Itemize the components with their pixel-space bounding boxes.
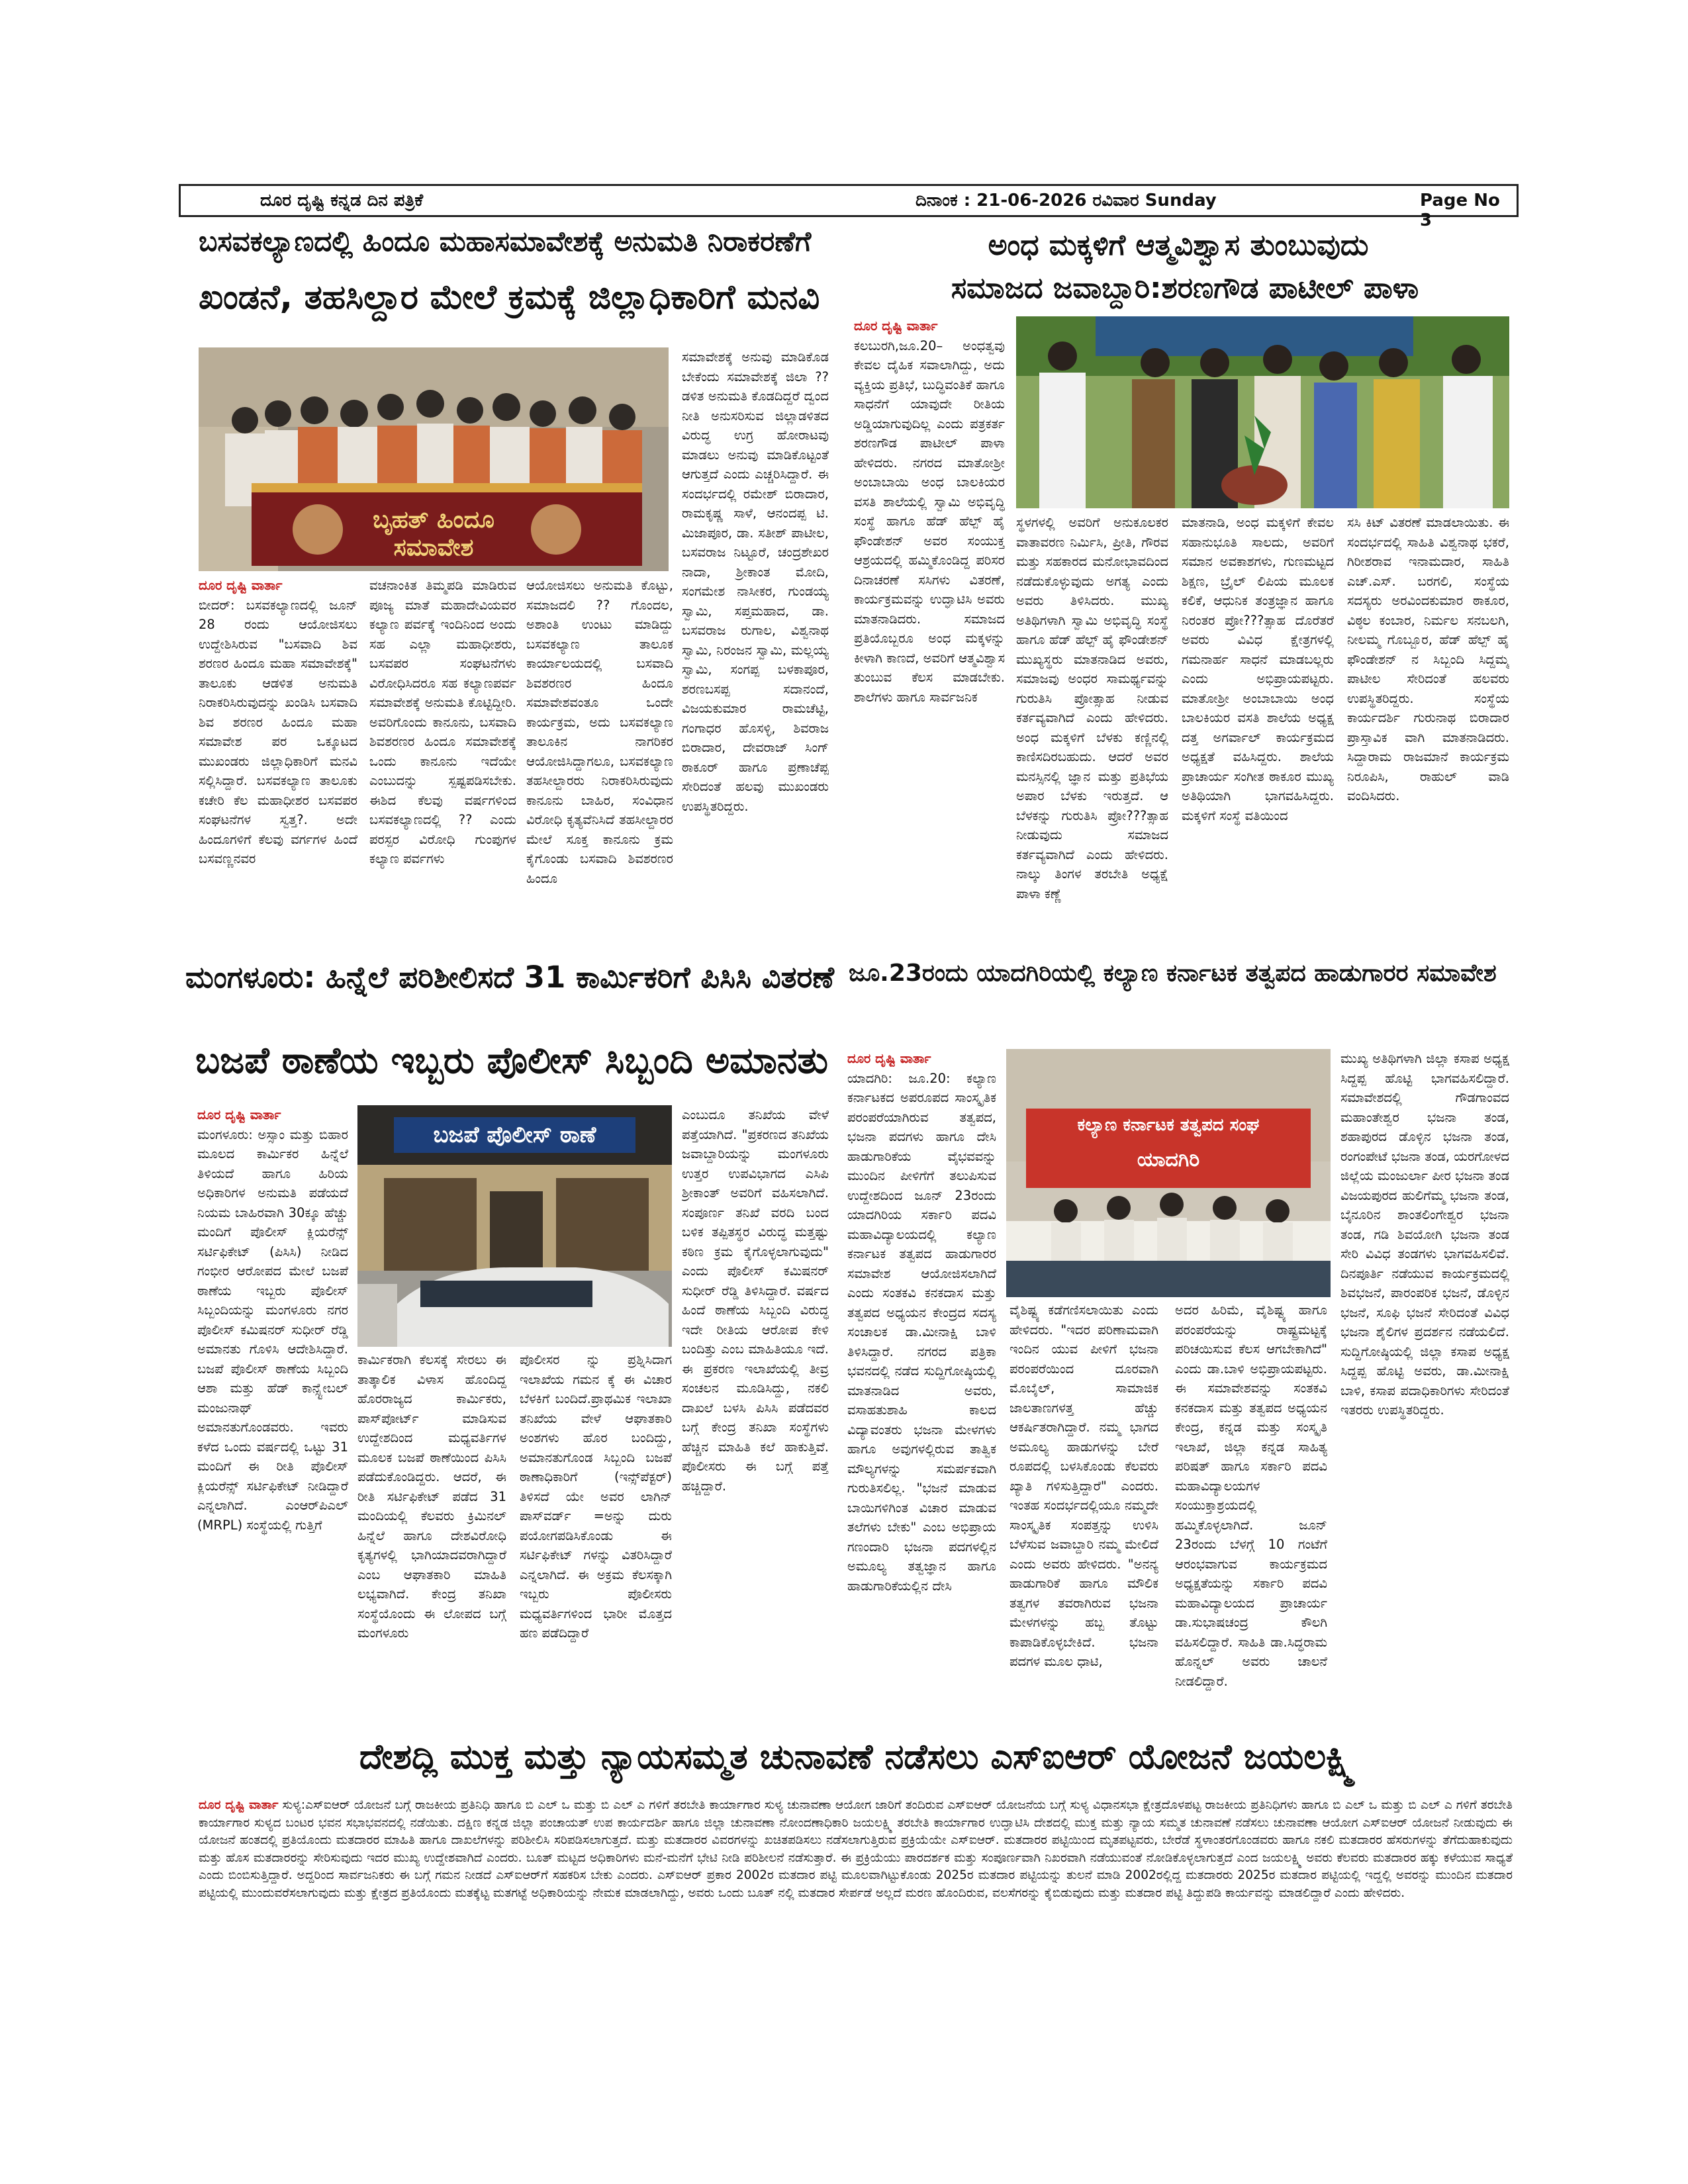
story3-col1-text: ಮಂಗಳೂರು: ಅಸ್ಸಾಂ ಮತ್ತು ಬಿಹಾರ ಮೂಲದ ಕಾರ್ಮಿಕರ ಹಿನ್ನೆಲೆ ತಿಳಿಯದೆ ಹಾಗೂ ಹಿರಿಯ ಅಧಿಕಾರಿಗಳ ಅನುಮತಿ ಪಡೆಯದೆ ನಿಯಮ ಬಾಹಿರವಾಗಿ 30ಕ್ಕೂ ಹೆಚ್ಚು ಮಂದಿಗೆ ಪೊಲೀಸ್ ಕ್ಲಿಯರೆನ್ಸ್ ಸರ್ಟಿಫಿಕೇಟ್ (ಪಿಸಿಸಿ) ನೀಡಿದ ಗಂಭೀರ ಆರೋಪದ ಮೇಲೆ ಬಜಪೆ ಠಾಣೆಯ ಇಬ್ಬರು ಪೊಲೀಸ್ ಸಿಬ್ಬಂದಿಯನ್ನು ಮಂಗಳೂರು ನಗರ ಪೊಲೀಸ್ ಕಮಿಷನರ್ ಸುಧೀರ್ ರೆಡ್ಡಿ ಅಮಾನತು ಗೊಳಿಸಿ ಆದೇಶಿಸಿದ್ದಾರೆ. ಬಜಪೆ ಪೊಲೀಸ್ ಠಾಣೆಯ ಸಿಬ್ಬಂದಿ ಆಶಾ ಮತ್ತು ಹೆಡ್ ಕಾನ್ಸ್ಟೇಬಲ್ ಮಂಜುನಾಥ್ ಅಮಾನತುಗೊಂಡವರು. ಇವರು ಕಳೆದ ಒಂದು ವರ್ಷದಲ್ಲಿ ಒಟ್ಟು 31 ಮಂದಿಗೆ ಈ ರೀತಿ ಪೊಲೀಸ್ ಕ್ಲಿಯರೆನ್ಸ್ ಸರ್ಟಿಫಿಕೇಟ್ ನೀಡಿದ್ದಾರೆ ಎನ್ನಲಾಗಿದೆ. ಎಂಆರ್‌ಪಿಎಲ್ (MRPL) ಸಂಸ್ಥೆಯಲ್ಲಿ ಗುತ್ತಿಗೆ <box>197 1126 348 1533</box>
story2-column-3 <box>1182 513 1334 950</box>
story4-headline: ಜೂ.23ರಂದು ಯಾದಗಿರಿಯಲ್ಲಿ ಕಲ್ಯಾಣ ಕರ್ನಾಟಕ ತತ್ವಪದ ಹಾಡುಗಾರರ ಸಮಾವೇಶ <box>849 960 1497 987</box>
story1-byline: ದೂರ ದೃಷ್ಟಿ ವಾರ್ತಾ <box>199 578 283 593</box>
story2-headline-line2: ಸಮಾಜದ ಜವಾಬ್ದಾರಿ:ಶರಣಗೌಡ ಪಾಟೀಲ್ ಪಾಳಾ <box>951 271 1419 305</box>
story1-column-1 <box>199 576 357 933</box>
story1-col3-text: ಆಯೋಜಿಸಲು ಅನುಮತಿ ಕೊಟ್ಟು, ಸಮಾಜದಲಿ ?? ಗೊಂದಲ, ಅಶಾಂತಿ ಉಂಟು ಮಾಡಿದ್ದು ಬಸವಕಲ್ಯಾಣ ತಾಲೂಕ ಕಾರ್ಯಾಲಯದಲ್ಲಿ ಬಸವಾದಿ ಶಿವಶರಣರ ಹಿಂದೂ ಸಮಾವೇಶವಂತೂ ಒಂದೇ ಕಾರ್ಯಕ್ರಮ, ಅದು ಬಸವಕಲ್ಯಾಣ ತಾಲೂಕಿನ ನಾಗರಿಕರ ಆಯೋಜಿಸಿದ್ದಾಗಲೂ, ಬಸವಕಲ್ಯಾಣ ತಹಸೀಲ್ದಾರರು ನಿರಾಕರಿಸಿರುವುದು ಕಾನೂನು ಬಾಹಿರ, ಸಂವಿಧಾನ ವಿರೋಧಿ ಕೃತ್ಯವೆನಿಸಿದೆ ತಹಸೀಲ್ದಾರರ ಮೇಲೆ ಸೂಕ್ತ ಕಾನೂನು ಕ್ರಮ ಕೈಗೊಂಡು ಬಸವಾದಿ ಶಿವಶರಣರ ಹಿಂದೂ <box>526 578 673 886</box>
story3-column-4 <box>682 1105 829 1721</box>
story2-col4-text: ಸಸಿ ಕಿಟ್ ವಿತರಣೆ ಮಾಡಲಾಯಿತು. ಈ ಸಂದರ್ಭದಲ್ಲಿ ಸಾಹಿತಿ ವಿಶ್ವನಾಥ ಭಕರೆ, ಗಿರೀಶರಾವ ಇನಾಮದಾರ, ಸಾಹಿತಿ ಎಚ್.ಎಸ್. ಬರಗಲಿ, ಸಂಸ್ಥೆಯ ಸದಸ್ಯರು ಅರವಿಂದಕುಮಾರ ಠಾಕೂರ, ವಿಠ್ಠಲ ಕಂಬಾರ, ನಿರ್ಮಲ ಸನಬಲಗಿ, ನೀಲಮ್ಮ ಗೊಬ್ಬೂರ, ಹೆಡ್ ಹೆಲ್ಪ್ ಹೈ ಫೌಂಡೇಶನ್ ನ ಸಿಬ್ಬಂದಿ ಸಿದ್ದಮ್ಮ ಪಾಟೀಲ ಸೇರಿದಂತೆ ಹಲವರು ಉಪಸ್ಥಿತರಿದ್ದರು. ಸಂಸ್ಥೆಯ ಕಾರ್ಯದರ್ಶಿ ಗುರುನಾಥ ಬಿರಾದಾರ ಪ್ರಾಸ್ತಾವಿಕ ವಾಗಿ ಮಾತನಾಡಿದರು. ಸಿದ್ದಾರಾಮ ರಾಜಮಾನೆ ಕಾರ್ಯಕ್ರಮ ನಿರೂಪಿಸಿ, ರಾಹುಲ್ ವಾಡಿ ವಂದಿಸಿದರು. <box>1347 515 1509 803</box>
story2-col1-text: ಕಲಬುರಗಿ,ಜೂ.20– ಅಂಧತ್ವವು ಕೇವಲ ದೈಹಿಕ ಸವಾಲಾಗಿದ್ದು, ಅದು ವ್ಯಕ್ತಿಯ ಪ್ರತಿಭೆ, ಬುದ್ಧಿವಂತಿಕೆ ಹಾಗೂ ಸಾಧನೆಗೆ ಯಾವುದೇ ರೀತಿಯ ಅಡ್ಡಿಯಾಗುವುದಿಲ್ಲ ಎಂದು ಪತ್ರಕರ್ತ ಶರಣಗೌಡ ಪಾಟೀಲ್ ಪಾಳಾ ಹೇಳಿದರು. ನಗರದ ಮಾತೋಶ್ರೀ ಅಂಬಾಬಾಯಿ ಅಂಧ ಬಾಲಕಿಯರ ವಸತಿ ಶಾಲೆಯಲ್ಲಿ ಸ್ವಾಮಿ ಅಭಿವೃದ್ಧಿ ಸಂಸ್ಥೆ ಹಾಗೂ ಹೆಡ್ ಹೆಲ್ಪ್ ಹೈ ಫೌಂಡೇಶನ್ ಅವರ ಸಂಯುಕ್ತ ಆಶ್ರಯದಲ್ಲಿ ಹಮ್ಮಿಕೊಂಡಿದ್ದ ಪರಿಸರ ದಿನಾಚರಣೆ ಸಸಿಗಳು ವಿತರಣೆ, ಕಾರ್ಯಕ್ರಮವನ್ನು ಉದ್ಘಾಟಿಸಿ ಅವರು ಮಾತನಾಡಿದರು. ಸಮಾಜದ ಪ್ರತಿಯೊಬ್ಬರೂ ಅಂಧ ಮಕ್ಕಳನ್ನು ಕೀಳಾಗಿ ಕಾಣದೆ, ಅವರಿಗೆ ಆತ್ಮವಿಶ್ವಾಸ ತುಂಬುವ ಕೆಲಸ ಮಾಡಬೇಕು. ಶಾಲೆಗಳು ಹಾಗೂ ಸಾರ್ವಜನಿಕ <box>854 338 1005 705</box>
issue-date: ದಿನಾಂಕ : 21-06-2026 ರವಿವಾರ Sunday <box>915 191 1217 210</box>
story4-column-3 <box>1175 1300 1327 1721</box>
story3-column-2 <box>357 1350 506 1721</box>
story4-byline: ದೂರ ದೃಷ್ಟಿ ವಾರ್ತಾ <box>847 1051 931 1066</box>
story3-headline-line2: ಬಜಪೆ ಠಾಣೆಯ ಇಬ್ಬರು ಪೊಲೀಸ್ ಸಿಬ್ಬಂದಿ ಅಮಾನತು <box>195 1039 829 1081</box>
story5-headline: ದೇಶದ್ಲಿ ಮುಕ್ತ ಮತ್ತು ನ್ಯಾಯಸಮ್ಮತ ಚುನಾವಣೆ ನಡೆಸಲು ಎಸ್ಐಆರ್ ಯೋಜನೆ ಜಯಲಕ್ಷ್ಮಿ <box>359 1737 1356 1777</box>
story1-col1-text: ಬೀದರ್: ಬಸವಕಲ್ಯಾಣದಲ್ಲಿ ಜೂನ್ 28 ರಂದು ಆಯೋಜಿಸಲು ಉದ್ದೇಶಿಸಿರುವ "ಬಸವಾದಿ ಶಿವ ಶರಣರ ಹಿಂದೂ ಮಹಾ ಸಮಾವೇಶಕ್ಕೆ" ತಾಲೂಕು ಆಡಳಿತ ಅನುಮತಿ ನಿರಾಕರಿಸಿರುವುದನ್ನು ಖಂಡಿಸಿ ಬಸವಾದಿ ಶಿವ ಶರಣರ ಹಿಂದೂ ಮಹಾ ಸಮಾವೇಶ ಪರ ಒಕ್ಕೂಟದ ಮುಖಂಡರು ಜಿಲ್ಲಾಧಿಕಾರಿಗೆ ಮನವಿ ಸಲ್ಲಿಸಿದ್ದಾರೆ. ಬಸವಕಲ್ಯಾಣ ತಾಲೂಕು ಕಚೇರಿ ಕೆಲ ಮಹಾಧೀಶರ ಬಸವಪರ ಸಂಘಟನೆಗಳ ಸ್ವತ್ತ?. ಅದೇ ಹಿಂದೂಗಳಿಗೆ ಕೆಲವು ವರ್ಗಗಳ ಹಿಂದೆ ಬಸವಣ್ಣನವರ <box>199 597 357 866</box>
story5-body-text: ಸುಳ್ಯ:ಎಸ್‌ಐಆರ್ ಯೋಜನೆ ಬಗ್ಗೆ ರಾಜಕೀಯ ಪ್ರತಿನಿಧಿ ಹಾಗೂ ಬಿ ಎಲ್ ಒ ಮತ್ತು ಬಿ ಎಲ್ ಎ ಗಳಿಗೆ ತರಬೇತಿ ಕಾರ್ಯಾಗಾರ ಸುಳ್ಯ ಚುನಾವಣಾ ಆಯೋಗ ಜಾರಿಗೆ ತಂದಿರುವ ಎಸ್‌ಐಆರ್ ಯೋಜನೆಯ ಬಗ್ಗೆ ಸುಳ್ಯ ವಿಧಾನಸಭಾ ಕ್ಷೇತ್ರದೊಳಪಟ್ಟ ರಾಜಕೀಯ ಪ್ರತಿನಿಧಿಗಳು ಹಾಗೂ ಬಿ ಎಲ್ ಒ ಮತ್ತು ಬಿ ಎಲ್ ಎ ಗಳಿಗೆ ತರಬೇತಿ ಕಾರ್ಯಾಗಾರ ಸುಳ್ಯದ ಬಂಟರ ಭವನ ಸಭಾಭವನದಲ್ಲಿ ನಡೆಯಿತು. ದಕ್ಷಿಣ ಕನ್ನಡ ಜಿಲ್ಲಾ ಪಂಚಾಯತ್ ಉಪ ಕಾರ್ಯದರ್ಶಿ ಹಾಗೂ ಜಿಲ್ಲಾ ಚುನಾವಣಾ ನೋಂದಣಾಧಿಕಾರಿ ಜಯಲಕ್ಷ್ಮಿ ತರಬೇತಿ ಕಾರ್ಯಾಗಾರ ಉದ್ಘಾಟಿಸಿ ದೇಶದಲ್ಲಿ ಮುಕ್ತ ಮತ್ತು ನ್ಯಾಯ ಸಮ್ಮತ ಚುನಾವಣೆ ನಡೆಸಲು ಚುನಾವಣಾ ಆಯೋಗ ಎಸ್‌ಐಆರ್ ಯೋಜನೆ ನೀಡುವುದು ಈ ಯೋಜನೆ ಹಂತದಲ್ಲಿ ಪ್ರತಿಯೊಂದು ಮತದಾರರ ಮಾಹಿತಿ ಹಾಗೂ ದಾಖಲೆಗಳನ್ನು ಪರಿಶೀಲಿಸಿ ಸರಿಪಡಿಸಲಾಗುತ್ತದೆ. ಮತ್ತು ಮತದಾರರ ವಿವರಗಳನ್ನು ಖಚಿತಪಡಿಸಲು ನಡೆಸಲಾಗುತ್ತಿರುವ ಪ್ರಕ್ರಿಯೆಯೇ ಎಸ್‌ಐಆರ್. ಮತದಾರರ ಪಟ್ಟಿಯಿಂದ ಮೃತಪಟ್ಟವರು, ಬೇರೆಡೆ ಸ್ಥಳಾಂತರಗೊಂಡವರು ಹಾಗೂ ನಕಲಿ ಮತದಾರರ ಹೆಸರುಗಳನ್ನು ತೆಗೆದುಹಾಕುವುದು ಮತ್ತು ಹೊಸ ಮತದಾರರನ್ನು ಸೇರಿಸುವುದು ಇದರ ಮುಖ್ಯ ಉದ್ದೇಶವಾಗಿದೆ ಎಂದರು. ಬೂತ್ ಮಟ್ಟದ ಅಧಿಕಾರಿಗಳು ಮನೆ-ಮನೆಗೆ ಭೇಟಿ ನೀಡಿ ಪರಿಶೀಲನೆ ನಡೆಸುತ್ತಾರೆ. ಈ ಪ್ರಕ್ರಿಯೆಯು ಪಾರದರ್ಶಕ ಮತ್ತು ಸಂಪೂರ್ಣವಾಗಿ ನಿಖರವಾಗಿ ನಡೆಯುವಂತೆ ನೋಡಿಕೊಳ್ಳಲಾಗುತ್ತದೆ ಎಂದ ಜಯಲಕ್ಷ್ಮಿ ಅವರು ಕೆಲವರು ಮತದಾರರ ಹಕ್ಕು ಕಳೆಯುವ ಸಾಧ್ಯತೆ ಎಂದು ಬಿಂಬಿಸುತ್ತಿದ್ದಾರೆ. ಅದ್ದರಿಂದ ಸಾರ್ವಜನಿಕರು ಈ ಬಗ್ಗೆ ಗಮನ ನೀಡದೆ ಎಸ್‌ಐಆರ್‌ಗೆ ಸಹಕರಿಸ ಬೇಕು ಎಂದರು. ಎಸ್‌ಐಆರ್ ಪ್ರಕಾರ 2002ರ ಮತದಾರ ಪಟ್ಟಿ ಮೂಲವಾಗಿಟ್ಟುಕೊಂಡು 2025ರ ಮತದಾರ ಪಟ್ಟಿಯನ್ನು ತುಲನೆ ಮಾಡಿ 2002ರಲ್ಲಿದ್ದ ಮತದಾರರು 2025ರ ಮತದಾರ ಪಟ್ಟಿಯಲ್ಲಿ ಇದ್ದಲ್ಲಿ ಅವರನ್ನು ಮುಂದಿನ ಮತದಾರ ಪಟ್ಟಿಯಲ್ಲಿ ಮುಂದುವರೆಸಲಾಗುವುದು ಮತ್ತು ಕ್ಷೇತ್ರದ ಪ್ರತಿಯೊಂದು ಮತಕ್ಕೆಟ್ಟ ಮತಗಟ್ಟೆ ಅಧಿಕಾರಿಯನ್ನು ನೇಮಕ ಮಾಡಲಾಗಿದ್ದು, ಅವರು ಒಂದು ಬೂತ್ ನಲ್ಲಿ ಮತದಾರ ಸೇರ್ಪಡೆ ಅಲ್ಲದೆ ಮರಣ ಹೊಂದಿರುವ, ವಲಸೆಗರನ್ನು ಕೈಬಿಡುವುದು ಮತ್ತು ಮತದಾರ ಪಟ್ಟಿ ತಿದ್ದುಪಡಿ ಕಾರ್ಯವನ್ನು ಮಾಡಲಿದ್ದಾರೆ ಎಂದು ಹೇಳಿದರು. <box>199 1798 1513 1900</box>
story5-body <box>199 1797 1513 1995</box>
story1-col2-text: ವಚನಾಂಕಿತ ತಿಮ್ಮಪಡಿ ಮಾಡಿರುವ ಪೂಜ್ಯ ಮಾತೆ ಮಹಾದೇವಿಯವರ ಕಲ್ಯಾಣ ಪರ್ವಕ್ಕೆ ಇಂದಿನಿಂದ ಅಂದು ಸಹ ಎಲ್ಲಾ ಮಹಾಧೀಶರು, ಬಸವಪರ ಸಂಘಟನೆಗಳು ವಿರೋಧಿಸಿದರೂ ಸಹ ಕಲ್ಯಾಣಪರ್ವ ಸಮಾವೇಶಕ್ಕೆ ಅನುಮತಿ ಕೊಟ್ಟಿದ್ದೀರಿ. ಅವರಿಗೊಂದು ಕಾನೂನು, ಬಸವಾದಿ ಶಿವಶರಣರ ಹಿಂದೂ ಸಮಾವೇಶಕ್ಕೆ ಒಂದು ಕಾನೂನು ಇದೆಯೇ ಎಂಬುದನ್ನು ಸ್ಪಷ್ಟಪಡಿಸಬೇಕು. ಈಶಿದ ಕೆಲವು ವರ್ಷಗಳಿಂದ ಬಸವಕಲ್ಯಾಣದಲ್ಲಿ ?? ಎಂದು ಪರಸ್ಪರ ವಿರೋಧಿ ಗುಂಪುಗಳ ಕಲ್ಯಾಣ ಪರ್ವಗಳು <box>369 578 516 866</box>
story2-column-1 <box>854 316 1005 952</box>
story2-col2-text: ಸ್ಥಳಗಳಲ್ಲಿ ಅವರಿಗೆ ಅನುಕೂಲಕರ ವಾತಾವರಣ ನಿರ್ಮಿಸಿ, ಪ್ರೀತಿ, ಗೌರವ ಮತ್ತು ಸಹಕಾರದ ಮನೋಭಾವದಿಂದ ನಡೆದುಕೊಳ್ಳುವುದು ಅಗತ್ಯ ಎಂದು ಅವರು ತಿಳಿಸಿದರು. ಮುಖ್ಯ ಅತಿಥಿಗಳಾಗಿ ಸ್ವಾಮಿ ಅಭಿವೃದ್ಧಿ ಸಂಸ್ಥೆ ಹಾಗೂ ಹೆಡ್ ಹೆಲ್ಪ್ ಹೈ ಫೌಂಡೇಶನ್ ಮುಖ್ಯಸ್ಥರು ಮಾತನಾಡಿದ ಅವರು, ಸಮಾಜವು ಅಂಧರ ಸಾಮರ್ಥ್ಯವನ್ನು ಗುರುತಿಸಿ ಪ್ರೋತ್ಸಾಹ ನೀಡುವ ಕರ್ತವ್ಯವಾಗಿದೆ ಎಂದು ಹೇಳಿದರು. ಅಂಧ ಮಕ್ಕಳಿಗೆ ಬೆಳಕು ಕಣ್ಣಿನಲ್ಲಿ ಕಾಣಿಸದಿರಬಹುದು. ಆದರೆ ಅವರ ಮನಸ್ಸಿನಲ್ಲಿ ಜ್ಞಾನ ಮತ್ತು ಪ್ರತಿಭೆಯ ಅಪಾರ ಬೆಳಕು ಇರುತ್ತದೆ. ಆ ಬೆಳಕನ್ನು ಗುರುತಿಸಿ ಪ್ರೋ???ತ್ಸಾಹ ನೀಡುವುದು ಸಮಾಜದ ಕರ್ತವ್ಯವಾಗಿದೆ ಎಂದು ಹೇಳಿದರು. ನಾಲ್ಕು ತಿಂಗಳ ತರಬೇತಿ ಅಧ್ಯಕ್ಷೆ ಪಾಳಾ ಕಣ್ಣೆ <box>1016 515 1168 901</box>
story3-photo-sign: ಬಜಪೆ ಪೊಲೀಸ್ ಠಾಣೆ <box>394 1117 635 1153</box>
story3-photo <box>357 1105 672 1347</box>
story4-column-2 <box>1009 1300 1158 1721</box>
story1-banner-text: ಬೃಹತ್ ಹಿಂದೂ ಸಮಾವೇಶ <box>373 506 494 561</box>
story1-col4-text: ಸಮಾವೇಶಕ್ಕೆ ಅನುವು ಮಾಡಿಕೊಡ ಬೇಕೆಂದು ಸಮಾವೇಶಕ್ಕೆ ಜಿಲಾ ??ಡಳಿತ ಅನುಮತಿ ಕೊಡದಿದ್ದರೆ ದ್ವಂದ ನೀತಿ ಅನುಸರಿಸುವ ಜಿಲ್ಲಾಡಳಿತದ ವಿರುದ್ಧ ಉಗ್ರ ಹೋರಾಟವು ಮಾಡಲು ಅನುವು ಮಾಡಿಕೊಟ್ಟಂತೆ ಆಗುತ್ತದೆ ಎಂದು ಎಚ್ಚರಿಸಿದ್ದಾರೆ. ಈ ಸಂದರ್ಭದಲ್ಲಿ ರಮೇಶ್ ಬಿರಾದಾರ, ರಾಮಕೃಷ್ಣ ಸಾಳೆ, ಆನಂದಪ್ಪ ಟಿ. ಮಿಜಾಪೂರ, ಡಾ. ಸತೀಶ್ ಪಾಟೀಲ, ಬಸವರಾಜ ನಿಟ್ಟೂರೆ, ಚಂದ್ರಶೇಖರ ನಾದಾ, ಶ್ರೀಕಾಂತ ಮೋದಿ, ಸಂಗಮೇಶ ನಾಸೀಕರ, ಗುಂಡಯ್ಯ ಸ್ವಾಮಿ, ಸಪ್ತಮಹಾದ, ಡಾ. ಬಸವರಾಜ ರುಗಾಲ, ವಿಶ್ವನಾಥ ಸ್ವಾಮಿ, ನಿರಂಜನ ಸ್ವಾಮಿ, ಮಲ್ಲಯ್ಯ ಸ್ವಾಮಿ, ಸಂಗಪ್ಪ ಬಳಕಾಪೂರ, ಶರಣಬಸಪ್ಪ ಸದಾನಂದೆ, ವಿಜಯಕುಮಾರ ರಾಮಚೆಟ್ಟಿ, ಗಂಗಾಧರ ಹೊಸಳ್ಳಿ, ಶಿವರಾಜ ಬಿರಾದಾರ, ದೇವರಾಜ್ ಸಿಂಗ್ ಠಾಕೂರ್ ಹಾಗೂ ಪ್ರಣಾಚೆಪ್ಪ ಸೇರಿದಂತೆ ಹಲವು ಮುಖಂಡರು ಉಪಸ್ಥಿತರಿದ್ದರು. <box>682 349 829 814</box>
story2-column-2 <box>1016 513 1168 950</box>
story1-headline-line1: ಬಸವಕಲ್ಯಾಣದಲ್ಲಿ ಹಿಂದೂ ಮಹಾಸಮಾವೇಶಕ್ಕೆ ಅನುಮತಿ ನಿರಾಕರಣೆಗೆ <box>199 225 812 257</box>
story1-column-2 <box>369 576 516 933</box>
story2-col3-text: ಮಾತನಾಡಿ, ಅಂಧ ಮಕ್ಕಳಿಗೆ ಕೇವಲ ಸಹಾನುಭೂತಿ ಸಾಲದು, ಅವರಿಗೆ ಸಮಾನ ಅವಕಾಶಗಳು, ಗುಣಮಟ್ಟದ ಶಿಕ್ಷಣ, ಬ್ರೈಲ್ ಲಿಪಿಯ ಮೂಲಕ ಕಲಿಕೆ, ಆಧುನಿಕ ತಂತ್ರಜ್ಞಾನ ಹಾಗೂ ನಿರಂತರ ಪ್ರೋ???ತ್ಸಾಹ ದೊರೆತರೆ ಅವರು ವಿವಿಧ ಕ್ಷೇತ್ರಗಳಲ್ಲಿ ಗಮನಾರ್ಹ ಸಾಧನೆ ಮಾಡಬಲ್ಲರು ಎಂದು ಅಭಿಪ್ರಾಯಪಟ್ಟರು. ಮಾತೋಶ್ರೀ ಅಂಬಾಬಾಯಿ ಅಂಧ ಬಾಲಕಿಯರ ವಸತಿ ಶಾಲೆಯ ಅಧ್ಯಕ್ಷ ದತ್ತ ಅಗರ್ವಾಲ್ ಕಾರ್ಯಕ್ರಮದ ಅಧ್ಯಕ್ಷತೆ ವಹಿಸಿದ್ದರು. ಶಾಲೆಯ ಪ್ರಾಚಾರ್ಯ ಸಂಗೀತ ಠಾಕೂರ ಮುಖ್ಯ ಅತಿಥಿಯಾಗಿ ಭಾಗವಹಿಸಿದ್ದರು. ಮಕ್ಕಳಿಗೆ ಸಂಸ್ಥೆ ವತಿಯಿಂದ <box>1182 515 1334 823</box>
story3-column-3 <box>520 1350 672 1721</box>
page-number: Page No 3 <box>1420 191 1500 230</box>
story5-byline: ದೂರ ದೃಷ್ಟಿ ವಾರ್ತಾ <box>199 1798 279 1812</box>
story3-headline-line1: ಮಂಗಳೂರು: ಹಿನ್ನೆಲೆ ಪರಿಶೀಲಿಸದೆ 31 ಕಾರ್ಮಿಕರಿಗೆ ಪಿಸಿಸಿ ವಿತರಣೆ <box>185 960 835 995</box>
story4-column-1 <box>847 1049 996 1721</box>
story4-col3-text: ಅದರ ಹಿರಿಮೆ, ವೈಶಿಷ್ಟ್ಯ ಹಾಗೂ ಪರಂಪರೆಯನ್ನು ರಾಷ್ಟ್ರಮಟ್ಟಕ್ಕೆ ಪರಿಚಯಿಸುವ ಕೆಲಸ ಆಗಬೇಕಾಗಿದೆ" ಎಂದು ಡಾ.ಬಾಳಿ ಅಭಿಪ್ರಾಯಪಟ್ಟರು. ಈ ಸಮಾವೇಶವನ್ನು ಸಂತಕವಿ ಕನಕದಾಸ ಮತ್ತು ತತ್ವಪದ ಅಧ್ಯಯನ ಕೇಂದ್ರ, ಕನ್ನಡ ಮತ್ತು ಸಂಸ್ಕೃತಿ ಇಲಾಖೆ, ಜಿಲ್ಲಾ ಕನ್ನಡ ಸಾಹಿತ್ಯ ಪರಿಷತ್ ಹಾಗೂ ಸರ್ಕಾರಿ ಪದವಿ ಮಹಾವಿದ್ಯಾಲಯಗಳ ಸಂಯುಕ್ತಾಶ್ರಯದಲ್ಲಿ ಹಮ್ಮಿಕೊಳ್ಳಲಾಗಿದೆ. ಜೂನ್ 23ರಂದು ಬೆಳಗ್ಗೆ 10 ಗಂಟೆಗೆ ಆರಂಭವಾಗುವ ಕಾರ್ಯಕ್ರಮದ ಅಧ್ಯಕ್ಷತೆಯನ್ನು ಸರ್ಕಾರಿ ಪದವಿ ಮಹಾವಿದ್ಯಾಲಯದ ಪ್ರಾಚಾರ್ಯ ಡಾ.ಸುಭಾಷಚಂದ್ರ ಕೌಲಗಿ ವಹಿಸಲಿದ್ದಾರೆ. ಸಾಹಿತಿ ಡಾ.ಸಿದ್ಧರಾಮ ಹೊನ್ನಲ್ ಅವರು ಚಾಲನೆ ನೀಡಲಿದ್ದಾರೆ. <box>1175 1302 1327 1689</box>
story1-photo <box>199 347 669 571</box>
story3-col2-text: ಕಾರ್ಮಿಕರಾಗಿ ಕೆಲಸಕ್ಕೆ ಸೇರಲು ಈ ತಾತ್ಕಾಲಿಕ ವಿಳಾಸ ಹೊಂದಿದ್ದ ಹೊರರಾಜ್ಯದ ಕಾರ್ಮಿಕರು, ಪಾಸ್‌ಪೋರ್ಟ್ ಮಾಡಿಸುವ ಉದ್ದೇಶದಿಂದ ಮಧ್ಯವರ್ತಿಗಳ ಮೂಲಕ ಬಜಪೆ ಠಾಣೆಯಿಂದ ಪಿಸಿಸಿ ಪಡೆದುಕೊಂಡಿದ್ದರು. ಆದರೆ, ಈ ರೀತಿ ಸರ್ಟಿಫಿಕೇಟ್ ಪಡೆದ 31 ಮಂದಿಯಲ್ಲಿ ಕೆಲವರು ಕ್ರಿಮಿನಲ್ ಹಿನ್ನೆಲೆ ಹಾಗೂ ದೇಶವಿರೋಧಿ ಕೃತ್ಯಗಳಲ್ಲಿ ಭಾಗಿಯಾದವರಾಗಿದ್ದಾರೆ ಎಂಬ ಆಘಾತಕಾರಿ ಮಾಹಿತಿ ಲಭ್ಯವಾಗಿದೆ. ಕೇಂದ್ರ ತನಿಖಾ ಸಂಸ್ಥೆಯೊಂದು ಈ ಲೋಪದ ಬಗ್ಗೆ ಮಂಗಳೂರು <box>357 1352 506 1641</box>
story3-col3-text: ಪೊಲೀಸರ ನ್ನು ಪ್ರಶ್ನಿಸಿದಾಗ ಇಲಾಖೆಯ ಗಮನ ಕ್ಕೆ ಈ ವಿಚಾರ ಬೆಳಕಿಗೆ ಬಂದಿದೆ.ಪ್ರಾಥಮಿಕ ಇಲಾಖಾ ತನಿಖೆಯ ವೇಳೆ ಆಘಾತಕಾರಿ ಅಂಶಗಳು ಹೊರ ಬಂದಿದ್ದು, ಅಮಾನತುಗೊಂಡ ಸಿಬ್ಬಂದಿ ಬಜಪೆ ಠಾಣಾಧಿಕಾರಿಗೆ (ಇನ್ಸ್‌ಪೆಕ್ಟರ್) ತಿಳಿಸದೆ ಯೇ ಅವರ ಲಾಗಿನ್ ಪಾಸ್‌ವರ್ಡ್ =ಅನ್ನು ದುರು ಪಯೋಗಪಡಿಸಿಕೊಂಡು ಈ ಸರ್ಟಿಫಿಕೇಟ್ ಗಳನ್ನು ವಿತರಿಸಿದ್ದಾರೆ ಎನ್ನಲಾಗಿದೆ. ಈ ಅಕ್ರಮ ಕೆಲಸಕ್ಕಾಗಿ ಇಬ್ಬರು ಪೊಲೀಸರು ಮಧ್ಯವರ್ತಿಗಳಿಂದ ಭಾರೀ ಮೊತ್ತದ ಹಣ ಪಡೆದಿದ್ದಾರೆ <box>520 1352 672 1641</box>
story2-byline: ದೂರ ದೃಷ್ಟಿ ವಾರ್ತಾ <box>854 318 938 334</box>
story1-column-3 <box>526 576 673 933</box>
story4-photo-banner-line1: ಕಲ್ಯಾಣ ಕರ್ನಾಟಕ ತತ್ವಪದ ಸಂಘ <box>1077 1115 1260 1135</box>
story4-col2-text: ವೈಶಿಷ್ಟ್ಯ ಕಡೆಗಣಿಸಲಾಯಿತು ಎಂದು ಹೇಳಿದರು. "ಇದರ ಪರಿಣಾಮವಾಗಿ ಇಂದಿನ ಯುವ ಪೀಳಿಗೆ ಭಜನಾ ಪರಂಪರೆಯಿಂದ ದೂರವಾಗಿ ಮೊಬೈಲ್, ಸಾಮಾಜಿಕ ಜಾಲತಾಣಗಳತ್ತ ಹೆಚ್ಚು ಆಕರ್ಷಿತರಾಗಿದ್ದಾರೆ. ನಮ್ಮ ಭಾಗದ ಅಮೂಲ್ಯ ಹಾಡುಗಳನ್ನು ಬೇರೆ ರೂಪದಲ್ಲಿ ಬಳಸಿಕೊಂಡು ಕೆಲವರು ಖ್ಯಾತಿ ಗಳಿಸುತ್ತಿದ್ದಾರೆ" ಎಂದರು. ಇಂತಹ ಸಂದರ್ಭದಲ್ಲಿಯೂ ನಮ್ಮದೇ ಸಾಂಸ್ಕೃತಿಕ ಸಂಪತ್ತನ್ನು ಉಳಿಸಿ ಬೆಳೆಸುವ ಜವಾಬ್ದಾರಿ ನಮ್ಮ ಮೇಲಿದೆ ಎಂದು ಅವರು ಹೇಳಿದರು. "ಅನನ್ಯ ಹಾಡುಗಾರಿಕೆ ಹಾಗೂ ಮೌಲಿಕ ತತ್ವಗಳ ತವರಾಗಿರುವ ಭಜನಾ ಮೇಳಗಳನ್ನು ಹಬ್ಬ ತೊಟ್ಟು ಕಾಪಾಡಿಕೊಳ್ಳಬೇಕಿದೆ. ಭಜನಾ ಪದಗಳ ಮೂಲ ಧಾಟಿ, <box>1009 1302 1158 1669</box>
story4-photo-banner-line2: ಯಾದಗಿರಿ <box>1137 1148 1200 1171</box>
story2-headline-line1: ಅಂಧ ಮಕ್ಕಳಿಗೆ ಆತ್ಮವಿಶ್ವಾಸ ತುಂಬುವುದು <box>988 228 1369 262</box>
story4-column-4 <box>1340 1049 1509 1721</box>
story3-col4-text: ಎಂಬುದೂ ತನಿಖೆಯ ವೇಳೆ ಪತ್ತೆಯಾಗಿದೆ. "ಪ್ರಕರಣದ ತನಿಖೆಯ ಜವಾಬ್ದಾರಿಯನ್ನು ಮಂಗಳೂರು ಉತ್ತರ ಉಪವಿಭಾಗದ ಎಸಿಪಿ ಶ್ರೀಕಾಂತ್ ಅವರಿಗೆ ವಹಿಸಲಾಗಿದೆ. ಸಂಪೂರ್ಣ ತನಿಖೆ ವರದಿ ಬಂದ ಬಳಿಕ ತಪ್ಪಿತಸ್ಥರ ವಿರುದ್ಧ ಮತ್ತಷ್ಟು ಕಠಿಣ ಕ್ರಮ ಕೈಗೊಳ್ಳಲಾಗುವುದು" ಎಂದು ಪೊಲೀಸ್ ಕಮಿಷನರ್ ಸುಧೀರ್ ರೆಡ್ಡಿ ತಿಳಿಸಿದ್ದಾರೆ. ವರ್ಷದ ಹಿಂದೆ ಠಾಣೆಯ ಸಿಬ್ಬಂದಿ ವಿರುದ್ಧ ಇದೇ ರೀತಿಯ ಆರೋಪ ಕೇಳಿ ಬಂದಿತ್ತು ಎಂಬ ಮಾಹಿತಿಯೂ ಇದೆ. ಈ ಪ್ರಕರಣ ಇಲಾಖೆಯಲ್ಲಿ ತೀವ್ರ ಸಂಚಲನ ಮೂಡಿಸಿದ್ದು, ನಕಲಿ ದಾಖಲೆ ಬಳಸಿ ಪಿಸಿಸಿ ಪಡೆದವರ ಬಗ್ಗೆ ಕೇಂದ್ರ ತನಿಖಾ ಸಂಸ್ಥೆಗಳು ಹೆಚ್ಚಿನ ಮಾಹಿತಿ ಕಲೆ ಹಾಕುತ್ತಿವೆ. ಪೊಲೀಸರು ಈ ಬಗ್ಗೆ ಪತ್ತೆ ಹಚ್ಚಿದ್ದಾರೆ. <box>682 1107 829 1494</box>
story3-byline: ದೂರ ದೃಷ್ಟಿ ವಾರ್ತಾ <box>197 1107 281 1122</box>
masthead <box>179 184 1519 230</box>
story4-col4-text: ಮುಖ್ಯ ಅತಿಥಿಗಳಾಗಿ ಜಿಲ್ಲಾ ಕಸಾಪ ಅಧ್ಯಕ್ಷ ಸಿದ್ದಪ್ಪ ಹೊಟ್ಟಿ ಭಾಗವಹಿಸಲಿದ್ದಾರೆ. ಸಮಾವೇಶದಲ್ಲಿ ಗೌಡಗಾಂವದ ಮಹಾಂತೇಶ್ವರ ಭಜನಾ ತಂಡ, ಶಹಾಪುರದ ಡೊಳ್ಳಿನ ಭಜನಾ ತಂಡ, ರಂಗಂಪೇಟೆ ಭಜನಾ ತಂಡ, ಯರಗೋಳದ ಜಿಲ್ಲೆಯ ಮಂಜುರ್ಲಾ ಪೀರ ಭಜನಾ ತಂಡ ವಿಜಯಪುರದ ಹುಲಿಗೆಮ್ಮ ಭಜನಾ ತಂಡ, ಬೈನೂರಿನ ಶಾಂತಲಿಂಗೇಶ್ವರ ಭಜನಾ ತಂಡ, ಗಡಿ ಶಿವಯೋಗಿ ಭಜನಾ ತಂಡ ಸೇರಿ ವಿವಿಧ ತಂಡಗಳು ಭಾಗವಹಿಸಲಿವೆ. ದಿನಪೂರ್ತಿ ನಡೆಯುವ ಕಾರ್ಯಕ್ರಮದಲ್ಲಿ ಶಿವಭಜನೆ, ಪಾರಂಪರಿಕ ಭಜನೆ, ಡೊಳ್ಳಿನ ಭಜನೆ, ಸೂಫಿ ಭಜನೆ ಸೇರಿದಂತೆ ವಿವಿಧ ಭಜನಾ ಶೈಲಿಗಳ ಪ್ರದರ್ಶನ ನಡೆಯಲಿದೆ. ಸುದ್ದಿಗೋಷ್ಠಿಯಲ್ಲಿ ಜಿಲ್ಲಾ ಕಸಾಪ ಅಧ್ಯಕ್ಷ ಸಿದ್ದಪ್ಪ ಹೊಟ್ಟಿ ಅವರು, ಡಾ.ಮೀನಾಕ್ಷಿ ಬಾಳಿ, ಕಸಾಪ ಪದಾಧಿಕಾರಿಗಳು ಸೇರಿದಂತೆ ಇತರರು ಉಪಸ್ಥಿತರಿದ್ದರು. <box>1340 1051 1509 1418</box>
story1-column-4 <box>682 347 829 933</box>
paper-name: ದೂರ ದೃಷ್ಟಿ ಕನ್ನಡ ದಿನ ಪತ್ರಿಕೆ <box>260 191 424 210</box>
story2-photo <box>1016 316 1509 508</box>
story4-photo <box>1006 1049 1331 1297</box>
story1-headline-line2: ಖಂಡನೆ, ತಹಸಿಲ್ದಾರ ಮೇಲೆ ಕ್ರಮಕ್ಕೆ ಜಿಲ್ಲಾಧಿಕಾರಿಗೆ ಮನವಿ <box>199 278 820 317</box>
story3-column-1 <box>197 1105 348 1721</box>
story2-column-4 <box>1347 513 1509 950</box>
story4-col1-text: ಯಾದಗಿರಿ: ಜೂ.20: ಕಲ್ಯಾಣ ಕರ್ನಾಟಕದ ಅಪರೂಪದ ಸಾಂಸ್ಕೃತಿಕ ಪರಂಪರೆಯಾಗಿರುವ ತತ್ವಪದ, ಭಜನಾ ಪದಗಳು ಹಾಗೂ ದೇಸಿ ಹಾಡುಗಾರಿಕೆಯ ವೈಭವವನ್ನು ಮುಂದಿನ ಪೀಳಿಗೆಗೆ ತಲುಪಿಸುವ ಉದ್ದೇಶದಿಂದ ಜೂನ್ 23ರಂದು ಯಾದಗಿರಿಯ ಸರ್ಕಾರಿ ಪದವಿ ಮಹಾವಿದ್ಯಾಲಯದಲ್ಲಿ ಕಲ್ಯಾಣ ಕರ್ನಾಟಕ ತತ್ವಪದ ಹಾಡುಗಾರರ ಸಮಾವೇಶ ಆಯೋಜಿಸಲಾಗಿದೆ ಎಂದು ಸಂತಕವಿ ಕನಕದಾಸ ಮತ್ತು ತತ್ವಪದ ಅಧ್ಯಯನ ಕೇಂದ್ರದ ಸದಸ್ಯ ಸಂಚಾಲಕ ಡಾ.ಮೀನಾಕ್ಷಿ ಬಾಳಿ ತಿಳಿಸಿದ್ದಾರೆ. ನಗರದ ಪತ್ರಿಕಾ ಭವನದಲ್ಲಿ ನಡೆದ ಸುದ್ದಿಗೋಷ್ಠಿಯಲ್ಲಿ ಮಾತನಾಡಿದ ಅವರು, ವಸಾಹತುಶಾಹಿ ಕಾಲದ ವಿದ್ಯಾವಂತರು ಭಜನಾ ಮೇಳಗಳು ಹಾಗೂ ಅವುಗಳಲ್ಲಿರುವ ತಾತ್ವಿಕ ಮೌಲ್ಯಗಳನ್ನು ಸಮರ್ಪಕವಾಗಿ ಗುರುತಿಸಲಿಲ್ಲ. "ಭಜನೆ ಮಾಡುವ ಬಾಯಿಗಳಿಗಿಂತ ವಿಚಾರ ಮಾಡುವ ತಲೆಗಳು ಬೇಕು" ಎಂಬ ಅಭಿಪ್ರಾಯ ಗಣಂದಾರಿ ಭಜನಾ ಪದಗಳಲ್ಲಿನ ಅಮೂಲ್ಯ ತತ್ವಜ್ಞಾನ ಹಾಗೂ ಹಾಡುಗಾರಿಕೆಯಲ್ಲಿನ ದೇಸಿ <box>847 1070 996 1594</box>
